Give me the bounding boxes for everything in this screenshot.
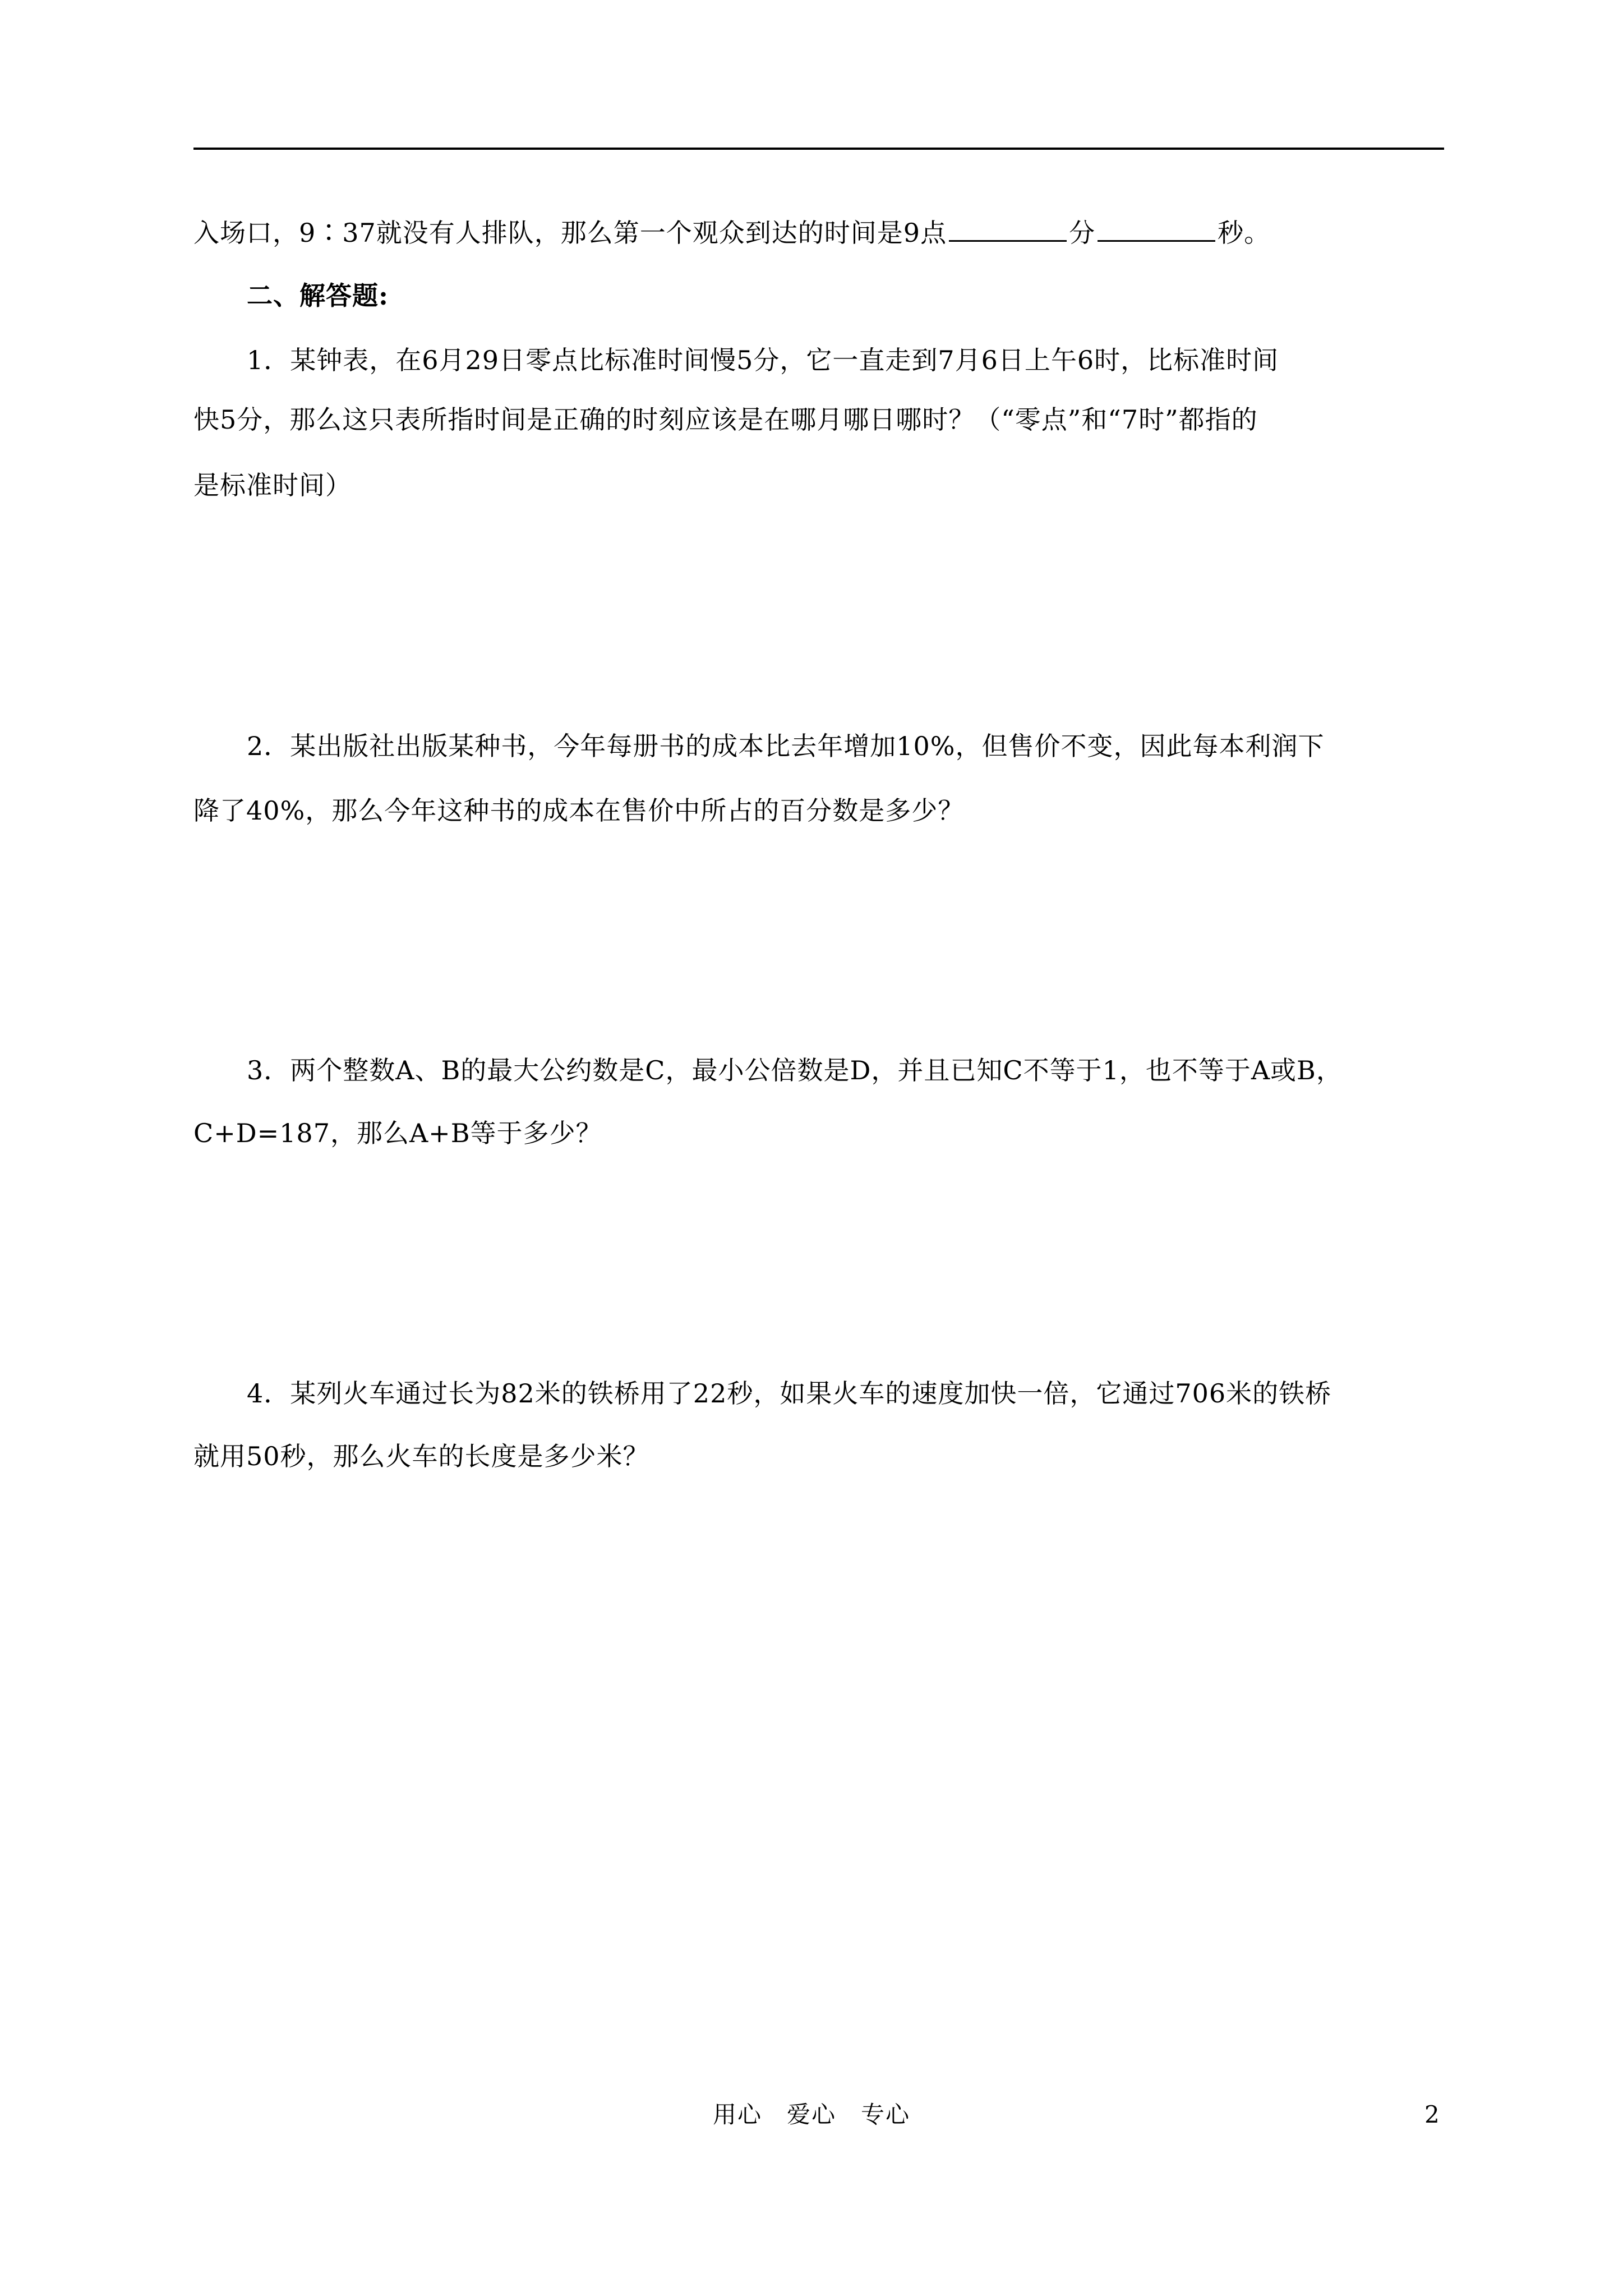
question-1-line-2: 快5分，那么这只表所指时间是正确的时刻应该是在哪月哪日哪时？（“零点”和“7时”都指的 bbox=[193, 404, 1258, 435]
question-2-line-1: 2．某出版社出版某种书，今年每册书的成本比去年增加10%，但售价不变，因此每本利润下 bbox=[247, 731, 1325, 761]
question-1-line-1: 1．某钟表，在6月29日零点比标准时间慢5分，它一直走到7月6日上午6时，比标准时间 bbox=[247, 345, 1279, 375]
answer-blank-seconds[interactable] bbox=[1098, 214, 1215, 242]
answer-blank-minutes[interactable] bbox=[949, 214, 1067, 242]
section-heading: 二、解答题: bbox=[247, 280, 389, 311]
question-3-line-1: 3．两个整数A、B的最大公约数是C，最小公倍数是D，并且已知C不等于1，也不等于A或B， bbox=[247, 1055, 1343, 1085]
unit-seconds: 秒。 bbox=[1218, 218, 1271, 248]
continuation-text: 入场口，9∶37就没有人排队，那么第一个观众到达的时间是9点 bbox=[193, 218, 947, 248]
question-1-line-3: 是标准时间） bbox=[193, 470, 352, 500]
unit-minutes: 分 bbox=[1069, 218, 1096, 248]
question-4-line-1: 4．某列火车通过长为82米的铁桥用了22秒，如果火车的速度加快一倍，它通过706米的铁桥 bbox=[247, 1378, 1332, 1409]
question-3-line-2: C+D=187，那么A+B等于多少？ bbox=[193, 1118, 602, 1148]
question-4-line-2: 就用50秒，那么火车的长度是多少米？ bbox=[193, 1441, 649, 1471]
footer-motto: 用心 爱心 专心 bbox=[712, 2101, 910, 2128]
header-rule bbox=[193, 148, 1444, 150]
page-number: 2 bbox=[1424, 2101, 1440, 2128]
continuation-line bbox=[193, 214, 1450, 250]
question-2-line-2: 降了40%，那么今年这种书的成本在售价中所占的百分数是多少？ bbox=[193, 795, 965, 826]
